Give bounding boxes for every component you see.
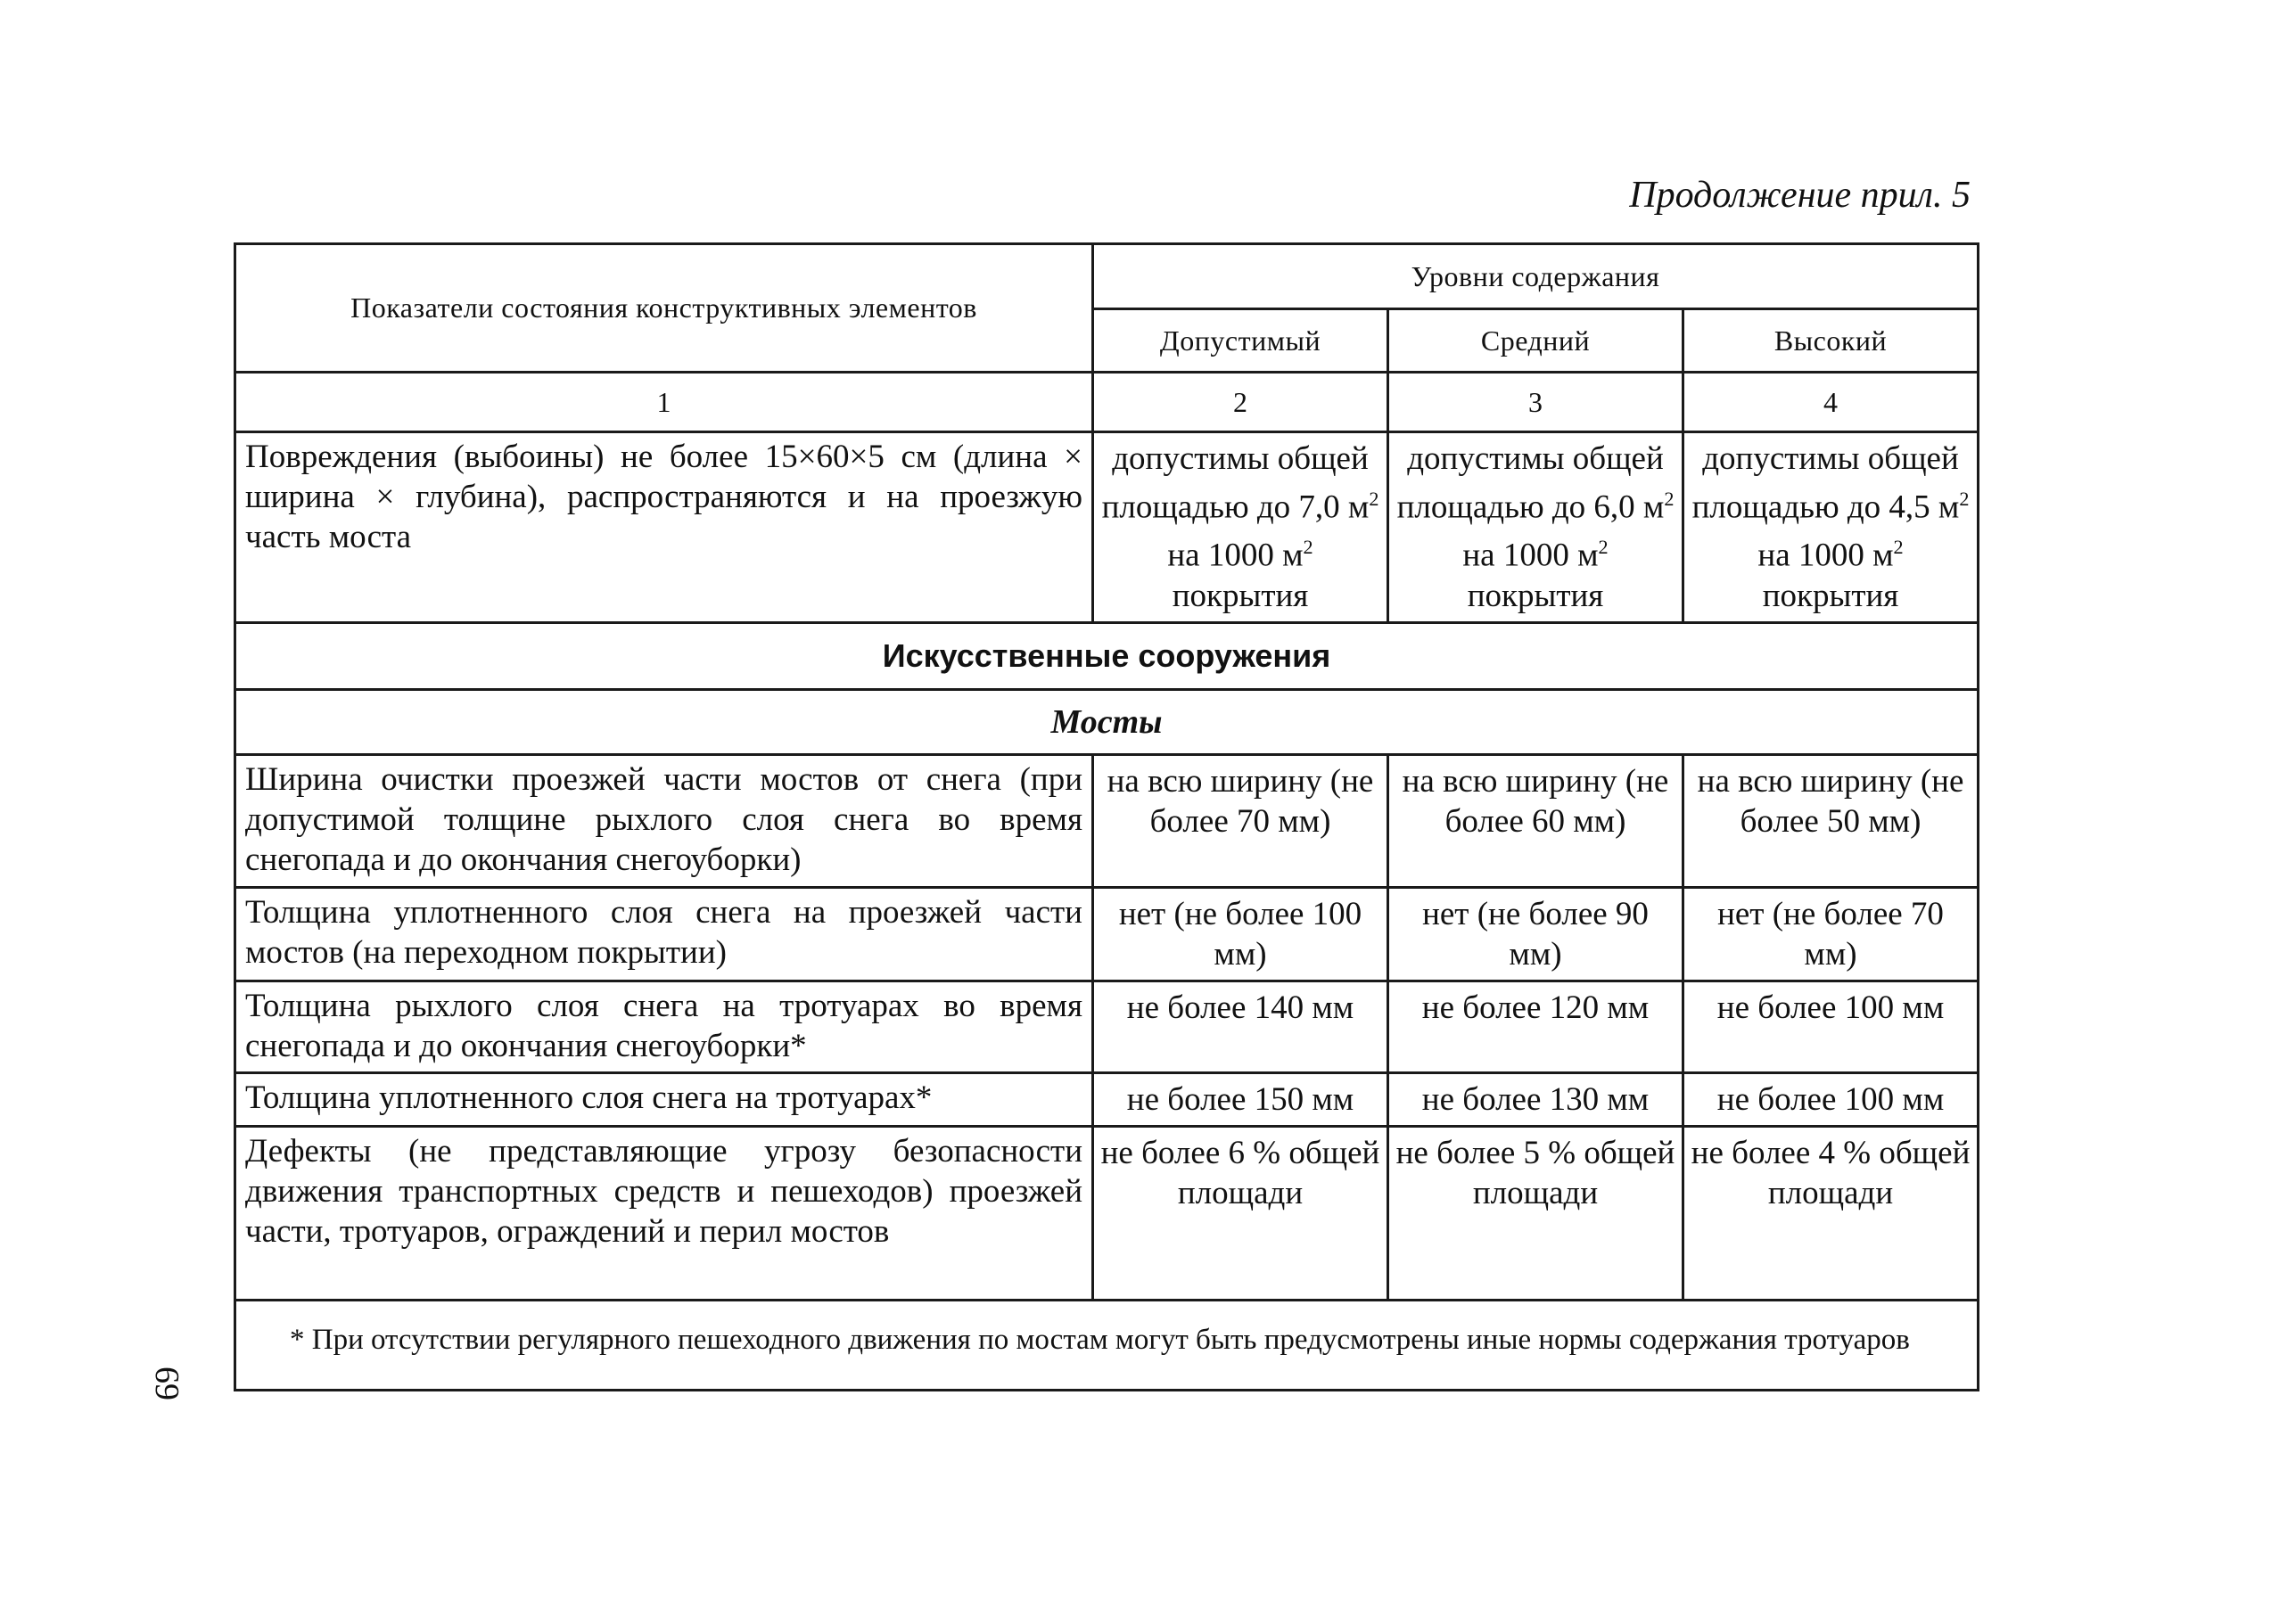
value-cell [1683,432,1979,623]
table-row [235,1072,1979,1126]
column-number-row [235,373,1979,432]
subsection-title: Мосты [235,689,1979,754]
value-cell: не более 130 мм [1388,1072,1683,1126]
value-cell: на всю ширину (не более 60 мм) [1388,754,1683,887]
row-description: Толщина уплотненного слоя снега на проезжей части мостов (на переходном покрытии) [235,887,1093,981]
table-row [235,1126,1979,1300]
value-cell: на всю ширину (не более 70 мм) [1093,754,1388,887]
header-levels-group: Уровни содержания [1093,244,1979,309]
value-cell: не более 150 мм [1093,1072,1388,1126]
value-text: на 1000 м [1462,537,1599,574]
maintenance-levels-table [234,242,1979,1391]
value-text: покрытия [1762,577,1899,614]
continuation-label: Продолжение прил. 5 [1629,175,1971,216]
header-level-permissible: Допустимый [1093,309,1388,373]
column-number: 4 [1683,373,1979,432]
header-row-1 [235,244,1979,309]
value-text: допустимы общей площадью до 6,0 м [1396,440,1665,526]
value-cell: не более 140 мм [1093,981,1388,1072]
value-cell [1388,432,1683,623]
superscript: 2 [1893,536,1904,559]
column-number: 2 [1093,373,1388,432]
value-cell: на всю ширину (не более 50 мм) [1683,754,1979,887]
value-text: на 1000 м [1757,537,1894,574]
table-row-damage [235,432,1979,623]
row-description: Повреждения (выбоины) не более 15×60×5 см (длина × ширина × глубина), распространяются и на проезжую часть моста [235,432,1093,623]
footnote: * При отсутствии регулярного пешеходного движения по мостам могут быть предусмотрены иные нормы содержания тротуаров [235,1300,1979,1390]
row-description: Толщина рыхлого слоя снега на тротуарах во время снегопада и до окончания снегоуборки* [235,981,1093,1072]
table-row [235,754,1979,887]
subsection-row [235,689,1979,754]
value-cell: не более 6 % общей площади [1093,1126,1388,1300]
section-title: Искусственные сооружения [235,622,1979,689]
header-level-medium: Средний [1388,309,1683,373]
value-cell: не более 100 мм [1683,981,1979,1072]
value-cell: не более 100 мм [1683,1072,1979,1126]
column-number: 3 [1388,373,1683,432]
value-cell [1093,432,1388,623]
header-level-high: Высокий [1683,309,1979,373]
value-text: на 1000 м [1167,537,1304,574]
value-cell: не более 4 % общей площади [1683,1126,1979,1300]
value-cell: не более 5 % общей площади [1388,1126,1683,1300]
table-row [235,981,1979,1072]
value-cell: нет (не более 90 мм) [1388,887,1683,981]
superscript: 2 [1664,488,1675,510]
section-row [235,622,1979,689]
value-text: покрытия [1467,577,1604,614]
superscript: 2 [1369,488,1379,510]
table-row [235,887,1979,981]
superscript: 2 [1959,488,1970,510]
superscript: 2 [1598,536,1609,559]
page-number: 69 [148,1367,185,1400]
header-indicator: Показатели состояния конструктивных элементов [235,244,1093,373]
value-cell: не более 120 мм [1388,981,1683,1072]
row-description: Толщина уплотненного слоя снега на тротуарах* [235,1072,1093,1126]
superscript: 2 [1303,536,1313,559]
value-cell: нет (не более 70 мм) [1683,887,1979,981]
value-text: покрытия [1172,577,1309,614]
column-number: 1 [235,373,1093,432]
footnote-row [235,1300,1979,1390]
row-description: Ширина очистки проезжей части мостов от снега (при допустимой толщине рыхлого слоя снега во время снегопада и до окончания снегоуборки) [235,754,1093,887]
value-text: допустимы общей площадью до 4,5 м [1691,440,1960,526]
row-description: Дефекты (не представляющие угрозу безопасности движения транспортных средств и пешеходов) проезжей части, тротуаров, ограждений и перил мостов [235,1126,1093,1300]
value-text: допустимы общей площадью до 7,0 м [1101,440,1370,526]
value-cell: нет (не более 100 мм) [1093,887,1388,981]
